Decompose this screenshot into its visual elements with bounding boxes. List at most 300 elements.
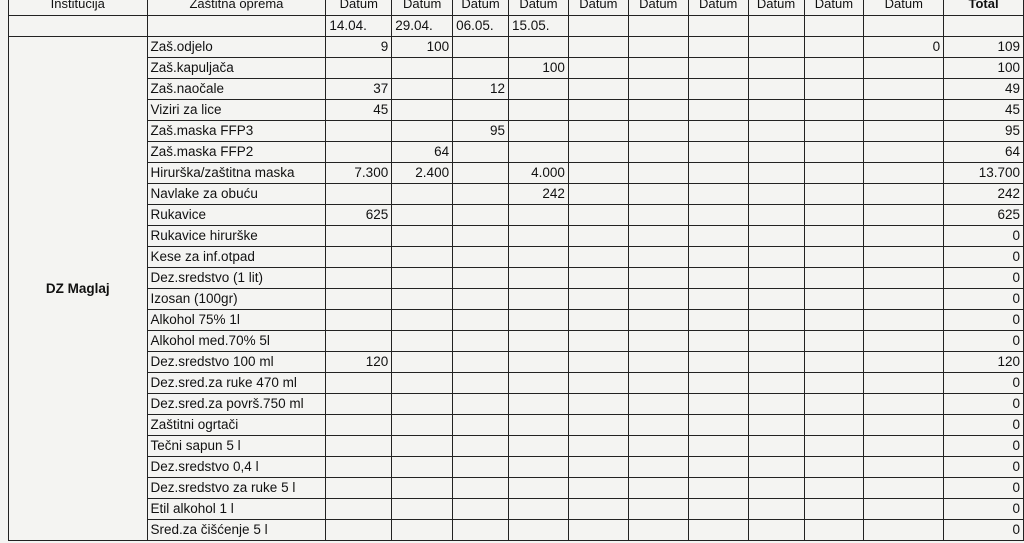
- quantity-cell: [864, 226, 944, 247]
- quantity-cell: [392, 247, 453, 268]
- quantity-cell: [326, 373, 392, 394]
- quantity-cell: [688, 352, 748, 373]
- quantity-cell: [453, 205, 509, 226]
- quantity-cell: [509, 352, 569, 373]
- quantity-cell: [509, 121, 569, 142]
- quantity-cell: [628, 352, 688, 373]
- quantity-cell: [326, 415, 392, 436]
- quantity-cell: [392, 394, 453, 415]
- quantity-cell: [453, 499, 509, 520]
- quantity-cell: [864, 184, 944, 205]
- header-date-label: Datum: [509, 0, 569, 16]
- quantity-cell: [568, 37, 628, 58]
- total-cell: 0: [944, 436, 1024, 457]
- quantity-cell: [568, 373, 628, 394]
- table-row: [9, 373, 1024, 394]
- quantity-cell: 2.400: [392, 163, 453, 184]
- quantity-cell: [864, 289, 944, 310]
- quantity-cell: [509, 289, 569, 310]
- quantity-cell: [864, 520, 944, 541]
- date-cell: 15.05.: [509, 16, 569, 37]
- quantity-cell: [804, 100, 864, 121]
- header-total: Total: [944, 0, 1024, 16]
- quantity-cell: [748, 415, 804, 436]
- equipment-item: Zaš.maska FFP3: [147, 121, 326, 142]
- quantity-cell: [453, 163, 509, 184]
- quantity-cell: [392, 373, 453, 394]
- quantity-cell: [453, 436, 509, 457]
- quantity-cell: [568, 163, 628, 184]
- equipment-table: [8, 0, 1024, 541]
- date-cell: 29.04.: [392, 16, 453, 37]
- quantity-cell: [568, 352, 628, 373]
- quantity-cell: [568, 205, 628, 226]
- quantity-cell: [628, 205, 688, 226]
- quantity-cell: [804, 142, 864, 163]
- quantity-cell: [748, 142, 804, 163]
- date-cell: [748, 16, 804, 37]
- quantity-cell: [326, 331, 392, 352]
- quantity-cell: [453, 37, 509, 58]
- header-date-label: Datum: [568, 0, 628, 16]
- quantity-cell: [392, 184, 453, 205]
- quantity-cell: [804, 520, 864, 541]
- total-cell: 0: [944, 310, 1024, 331]
- quantity-cell: [748, 205, 804, 226]
- quantity-cell: [392, 100, 453, 121]
- quantity-cell: [453, 184, 509, 205]
- quantity-cell: [568, 415, 628, 436]
- equipment-item: Dez.sredstvo (1 lit): [147, 268, 326, 289]
- quantity-cell: [509, 394, 569, 415]
- quantity-cell: 37: [326, 79, 392, 100]
- quantity-cell: [453, 394, 509, 415]
- quantity-cell: [748, 226, 804, 247]
- quantity-cell: [864, 310, 944, 331]
- quantity-cell: [326, 247, 392, 268]
- quantity-cell: 9: [326, 37, 392, 58]
- quantity-cell: [568, 310, 628, 331]
- blank-cell: [9, 16, 148, 37]
- quantity-cell: [748, 121, 804, 142]
- total-cell: 13.700: [944, 163, 1024, 184]
- quantity-cell: [568, 394, 628, 415]
- quantity-cell: [804, 457, 864, 478]
- equipment-item: Tečni sapun 5 l: [147, 436, 326, 457]
- table-row: [9, 331, 1024, 352]
- quantity-cell: [568, 289, 628, 310]
- quantity-cell: [509, 79, 569, 100]
- header-date-label: Datum: [628, 0, 688, 16]
- quantity-cell: [628, 310, 688, 331]
- quantity-cell: 0: [864, 37, 944, 58]
- table-row: [9, 520, 1024, 541]
- quantity-cell: [326, 184, 392, 205]
- table-row: [9, 457, 1024, 478]
- equipment-item: Etil alkohol 1 l: [147, 499, 326, 520]
- quantity-cell: [568, 58, 628, 79]
- quantity-cell: [453, 520, 509, 541]
- table-row: [9, 100, 1024, 121]
- header-date-label: Datum: [804, 0, 864, 16]
- quantity-cell: [392, 310, 453, 331]
- total-cell: 0: [944, 268, 1024, 289]
- quantity-cell: [326, 520, 392, 541]
- quantity-cell: [326, 436, 392, 457]
- table-row: [9, 268, 1024, 289]
- quantity-cell: [392, 289, 453, 310]
- total-cell: 49: [944, 79, 1024, 100]
- quantity-cell: [568, 499, 628, 520]
- quantity-cell: [326, 499, 392, 520]
- quantity-cell: [509, 436, 569, 457]
- quantity-cell: [453, 352, 509, 373]
- quantity-cell: [568, 247, 628, 268]
- quantity-cell: [568, 457, 628, 478]
- table-row: [9, 310, 1024, 331]
- quantity-cell: [804, 79, 864, 100]
- quantity-cell: [392, 499, 453, 520]
- quantity-cell: [509, 268, 569, 289]
- quantity-cell: 242: [509, 184, 569, 205]
- quantity-cell: [326, 457, 392, 478]
- quantity-cell: [804, 37, 864, 58]
- quantity-cell: [628, 79, 688, 100]
- quantity-cell: [392, 121, 453, 142]
- quantity-cell: [688, 331, 748, 352]
- quantity-cell: [804, 247, 864, 268]
- quantity-cell: [392, 331, 453, 352]
- equipment-item: Viziri za lice: [147, 100, 326, 121]
- quantity-cell: [568, 331, 628, 352]
- equipment-item: Navlake za obuću: [147, 184, 326, 205]
- table-row: [9, 163, 1024, 184]
- quantity-cell: [688, 436, 748, 457]
- quantity-cell: [453, 310, 509, 331]
- total-cell: 0: [944, 226, 1024, 247]
- total-cell: 625: [944, 205, 1024, 226]
- quantity-cell: [864, 58, 944, 79]
- quantity-cell: [864, 331, 944, 352]
- quantity-cell: [326, 478, 392, 499]
- header-equipment: Zaštitna oprema: [147, 0, 326, 16]
- total-cell: 109: [944, 37, 1024, 58]
- blank-cell: [944, 16, 1024, 37]
- institution-name: DZ Maglaj: [9, 37, 148, 541]
- quantity-cell: [864, 373, 944, 394]
- quantity-cell: [326, 58, 392, 79]
- quantity-cell: [509, 310, 569, 331]
- quantity-cell: [568, 226, 628, 247]
- table-row: [9, 79, 1024, 100]
- quantity-cell: [326, 310, 392, 331]
- header-date-label: Datum: [392, 0, 453, 16]
- quantity-cell: [748, 310, 804, 331]
- quantity-cell: [804, 310, 864, 331]
- date-cell: [568, 16, 628, 37]
- quantity-cell: [688, 226, 748, 247]
- quantity-cell: [864, 415, 944, 436]
- quantity-cell: [628, 520, 688, 541]
- total-cell: 0: [944, 394, 1024, 415]
- quantity-cell: [688, 184, 748, 205]
- equipment-item: Zaš.odjelo: [147, 37, 326, 58]
- quantity-cell: 100: [509, 58, 569, 79]
- quantity-cell: [568, 100, 628, 121]
- quantity-cell: [628, 247, 688, 268]
- table-row: [9, 499, 1024, 520]
- quantity-cell: [628, 478, 688, 499]
- header-date-label: Datum: [748, 0, 804, 16]
- equipment-item: Rukavice hirurške: [147, 226, 326, 247]
- quantity-cell: [688, 121, 748, 142]
- quantity-cell: [804, 415, 864, 436]
- table-row: [9, 205, 1024, 226]
- quantity-cell: [804, 499, 864, 520]
- header-date-label: Datum: [453, 0, 509, 16]
- quantity-cell: [326, 394, 392, 415]
- quantity-cell: [509, 457, 569, 478]
- quantity-cell: [453, 478, 509, 499]
- quantity-cell: [748, 163, 804, 184]
- quantity-cell: [326, 142, 392, 163]
- quantity-cell: [628, 394, 688, 415]
- quantity-cell: [392, 268, 453, 289]
- table-row: [9, 289, 1024, 310]
- quantity-cell: [509, 37, 569, 58]
- quantity-cell: 625: [326, 205, 392, 226]
- equipment-item: Dez.sredstvo 100 ml: [147, 352, 326, 373]
- quantity-cell: [392, 226, 453, 247]
- total-cell: 0: [944, 520, 1024, 541]
- table-row: [9, 478, 1024, 499]
- quantity-cell: [804, 163, 864, 184]
- equipment-item: Kese za inf.otpad: [147, 247, 326, 268]
- quantity-cell: 4.000: [509, 163, 569, 184]
- quantity-cell: [688, 394, 748, 415]
- quantity-cell: [326, 268, 392, 289]
- quantity-cell: [453, 247, 509, 268]
- quantity-cell: [509, 226, 569, 247]
- quantity-cell: [628, 163, 688, 184]
- quantity-cell: [688, 58, 748, 79]
- quantity-cell: [392, 436, 453, 457]
- quantity-cell: [804, 436, 864, 457]
- quantity-cell: [509, 247, 569, 268]
- table-row: [9, 394, 1024, 415]
- quantity-cell: 95: [453, 121, 509, 142]
- quantity-cell: [748, 499, 804, 520]
- quantity-cell: [688, 142, 748, 163]
- table-row: [9, 142, 1024, 163]
- quantity-cell: [688, 499, 748, 520]
- quantity-cell: [326, 226, 392, 247]
- quantity-cell: [864, 163, 944, 184]
- quantity-cell: [453, 289, 509, 310]
- quantity-cell: [509, 478, 569, 499]
- quantity-cell: [688, 457, 748, 478]
- quantity-cell: [453, 415, 509, 436]
- quantity-cell: [748, 331, 804, 352]
- total-cell: 0: [944, 247, 1024, 268]
- quantity-cell: [509, 331, 569, 352]
- total-cell: 0: [944, 373, 1024, 394]
- quantity-cell: [509, 415, 569, 436]
- quantity-cell: [748, 100, 804, 121]
- equipment-item: Zaštitni ogrtači: [147, 415, 326, 436]
- quantity-cell: [453, 457, 509, 478]
- quantity-cell: [453, 226, 509, 247]
- quantity-cell: [628, 184, 688, 205]
- quantity-cell: [392, 79, 453, 100]
- quantity-cell: [509, 520, 569, 541]
- quantity-cell: [392, 457, 453, 478]
- date-cell: [628, 16, 688, 37]
- quantity-cell: [326, 289, 392, 310]
- quantity-cell: [509, 100, 569, 121]
- quantity-cell: [453, 142, 509, 163]
- equipment-item: Dez.sredstvo 0,4 l: [147, 457, 326, 478]
- equipment-item: Dez.sred.za ruke 470 ml: [147, 373, 326, 394]
- quantity-cell: [453, 58, 509, 79]
- equipment-item: Rukavice: [147, 205, 326, 226]
- quantity-cell: [748, 247, 804, 268]
- total-cell: 0: [944, 331, 1024, 352]
- date-cell: [688, 16, 748, 37]
- header-row: [9, 0, 1024, 16]
- quantity-cell: [748, 373, 804, 394]
- quantity-cell: [864, 457, 944, 478]
- quantity-cell: [628, 37, 688, 58]
- quantity-cell: [688, 373, 748, 394]
- quantity-cell: [568, 142, 628, 163]
- quantity-cell: 100: [392, 37, 453, 58]
- quantity-cell: [804, 226, 864, 247]
- equipment-item: Izosan (100gr): [147, 289, 326, 310]
- quantity-cell: [392, 415, 453, 436]
- quantity-cell: [688, 478, 748, 499]
- quantity-cell: [748, 394, 804, 415]
- table-row: [9, 58, 1024, 79]
- quantity-cell: 7.300: [326, 163, 392, 184]
- quantity-cell: [509, 142, 569, 163]
- quantity-cell: [688, 520, 748, 541]
- quantity-cell: [568, 79, 628, 100]
- quantity-cell: [688, 268, 748, 289]
- equipment-item: Alkohol med.70% 5l: [147, 331, 326, 352]
- quantity-cell: [688, 79, 748, 100]
- quantity-cell: [864, 394, 944, 415]
- quantity-cell: [688, 289, 748, 310]
- quantity-cell: [748, 184, 804, 205]
- quantity-cell: [804, 121, 864, 142]
- quantity-cell: [628, 457, 688, 478]
- total-cell: 0: [944, 415, 1024, 436]
- quantity-cell: [392, 58, 453, 79]
- quantity-cell: [628, 331, 688, 352]
- total-cell: 0: [944, 499, 1024, 520]
- quantity-cell: [748, 37, 804, 58]
- table-row: [9, 226, 1024, 247]
- quantity-cell: [748, 520, 804, 541]
- quantity-cell: [628, 268, 688, 289]
- quantity-cell: [509, 205, 569, 226]
- blank-cell: [147, 16, 326, 37]
- quantity-cell: [628, 100, 688, 121]
- quantity-cell: [688, 163, 748, 184]
- equipment-item: Hirurška/zaštitna maska: [147, 163, 326, 184]
- quantity-cell: [568, 478, 628, 499]
- quantity-cell: [392, 205, 453, 226]
- quantity-cell: [628, 436, 688, 457]
- quantity-cell: [748, 457, 804, 478]
- quantity-cell: [804, 478, 864, 499]
- table-row: [9, 37, 1024, 58]
- total-cell: 0: [944, 457, 1024, 478]
- quantity-cell: [628, 226, 688, 247]
- quantity-cell: [392, 520, 453, 541]
- quantity-cell: [568, 121, 628, 142]
- total-cell: 0: [944, 478, 1024, 499]
- quantity-cell: [453, 268, 509, 289]
- quantity-cell: [864, 100, 944, 121]
- quantity-cell: [804, 268, 864, 289]
- quantity-cell: [392, 352, 453, 373]
- quantity-cell: [804, 205, 864, 226]
- quantity-cell: [628, 373, 688, 394]
- quantity-cell: 12: [453, 79, 509, 100]
- total-cell: 100: [944, 58, 1024, 79]
- total-cell: 242: [944, 184, 1024, 205]
- quantity-cell: [804, 289, 864, 310]
- quantity-cell: [864, 268, 944, 289]
- quantity-cell: [804, 373, 864, 394]
- equipment-item: Sred.za čišćenje 5 l: [147, 520, 326, 541]
- header-date-label: Datum: [326, 0, 392, 16]
- quantity-cell: [748, 289, 804, 310]
- equipment-item: Dez.sred.za površ.750 ml: [147, 394, 326, 415]
- header-date-label: Datum: [864, 0, 944, 16]
- quantity-cell: [864, 247, 944, 268]
- table-row: [9, 415, 1024, 436]
- quantity-cell: [864, 352, 944, 373]
- quantity-cell: [453, 100, 509, 121]
- quantity-cell: [804, 331, 864, 352]
- quantity-cell: [568, 184, 628, 205]
- date-cell: 14.04.: [326, 16, 392, 37]
- date-cell: [804, 16, 864, 37]
- quantity-cell: [628, 142, 688, 163]
- quantity-cell: 64: [392, 142, 453, 163]
- quantity-cell: [804, 352, 864, 373]
- quantity-cell: [628, 58, 688, 79]
- quantity-cell: [864, 436, 944, 457]
- table-row: [9, 247, 1024, 268]
- quantity-cell: [628, 415, 688, 436]
- header-institution: Institucija: [9, 0, 148, 16]
- quantity-cell: [748, 436, 804, 457]
- quantity-cell: [748, 79, 804, 100]
- quantity-cell: [326, 121, 392, 142]
- total-cell: 64: [944, 142, 1024, 163]
- quantity-cell: [864, 142, 944, 163]
- quantity-cell: [748, 58, 804, 79]
- quantity-cell: [392, 478, 453, 499]
- date-cell: 06.05.: [453, 16, 509, 37]
- quantity-cell: [748, 268, 804, 289]
- quantity-cell: [864, 205, 944, 226]
- quantity-cell: [688, 310, 748, 331]
